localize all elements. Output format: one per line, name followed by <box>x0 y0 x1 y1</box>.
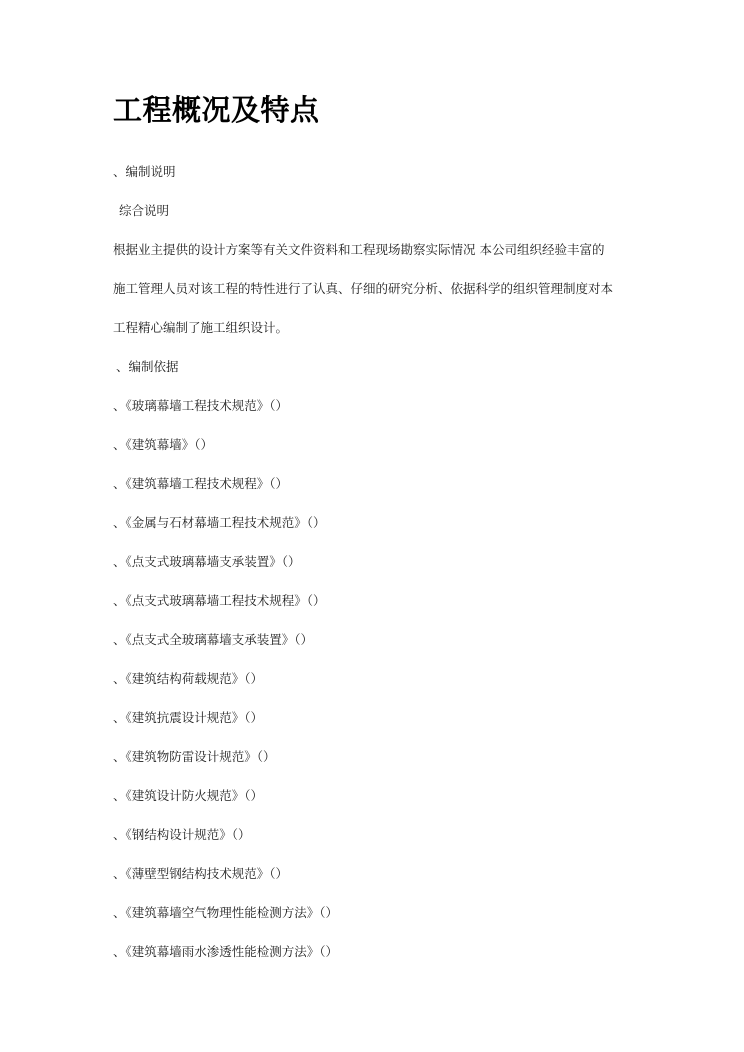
reference-item: 、《钢结构设计规范》（） <box>113 827 251 842</box>
reference-item: 、《建筑物防雷设计规范》（） <box>113 749 276 764</box>
page-title: 工程概况及特点 <box>113 93 320 127</box>
reference-item: 、《建筑幕墙》（） <box>113 437 214 452</box>
paragraph-line: 根据业主提供的设计方案等有关文件资料和工程现场勘察实际情况 本公司组织经验丰富的 <box>113 242 605 257</box>
reference-item: 、《建筑结构荷载规范》（） <box>113 671 264 686</box>
reference-item: 、《薄壁型钢结构技术规范》（） <box>113 866 289 881</box>
section-heading-compilation-basis: 、编制依据 <box>116 359 179 374</box>
paragraph-line: 工程精心编制了施工组织设计。 <box>113 320 289 335</box>
reference-item: 、《建筑设计防火规范》（） <box>113 788 264 803</box>
paragraph-line: 施工管理人员对该工程的特性进行了认真、仔细的研究分析、依据科学的组织管理制度对本 <box>113 281 614 296</box>
reference-item: 、《建筑幕墙工程技术规程》（） <box>113 476 289 491</box>
reference-item: 、《建筑抗震设计规范》（） <box>113 710 264 725</box>
subsection-heading-general-notes: 综合说明 <box>119 203 170 218</box>
reference-item: 、《建筑幕墙空气物理性能检测方法》（） <box>113 905 339 920</box>
reference-item: 、《建筑幕墙雨水渗透性能检测方法》（） <box>113 944 339 959</box>
reference-item: 、《点支式玻璃幕墙工程技术规程》（） <box>113 593 326 608</box>
section-heading-compilation-notes: 、编制说明 <box>113 164 176 179</box>
reference-item: 、《玻璃幕墙工程技术规范》（） <box>113 398 289 413</box>
reference-item: 、《点支式全玻璃幕墙支承装置》（） <box>113 632 314 647</box>
reference-item: 、《金属与石材幕墙工程技术规范》（） <box>113 515 326 530</box>
reference-item: 、《点支式玻璃幕墙支承装置》（） <box>113 554 301 569</box>
